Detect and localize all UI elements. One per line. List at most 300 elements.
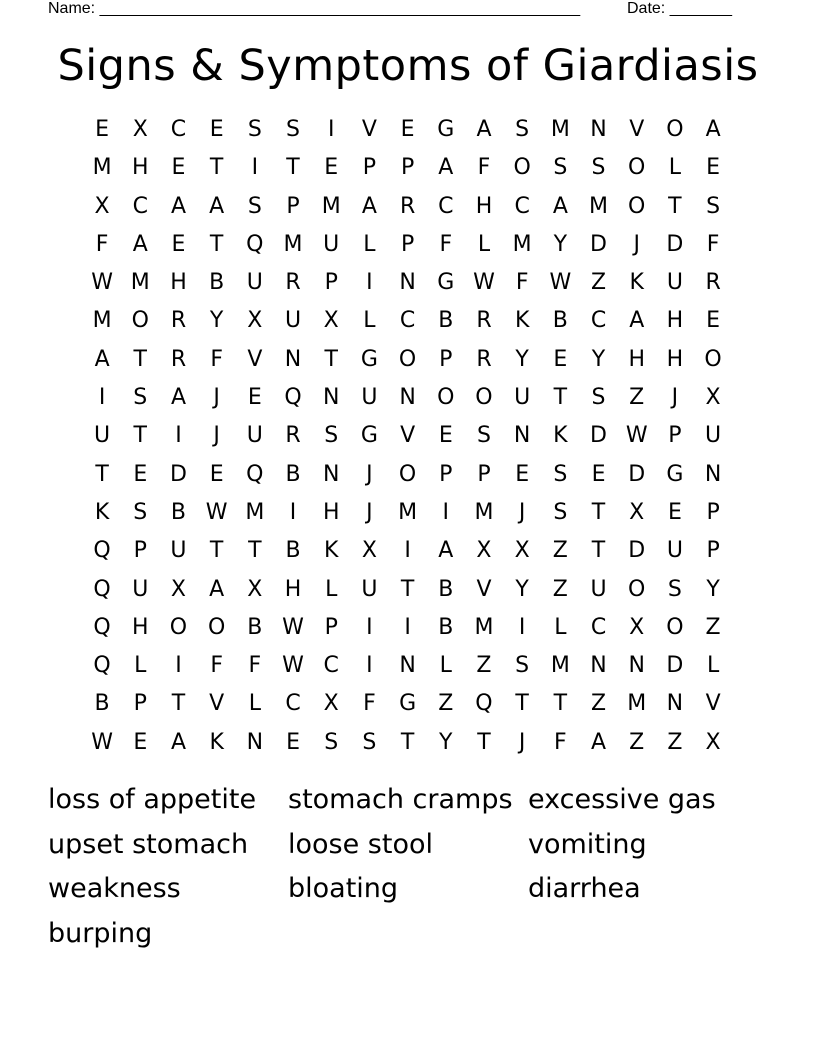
grid-letter: I: [366, 653, 373, 679]
grid-letter: F: [210, 653, 223, 679]
grid-letter: P: [477, 461, 491, 487]
grid-letter: A: [170, 729, 186, 755]
grid-letter: P: [133, 691, 147, 717]
grid-letter: N: [590, 653, 607, 679]
grid-letter: B: [209, 270, 225, 296]
grid-letter: F: [554, 729, 567, 755]
grid-letter: A: [361, 193, 377, 219]
grid-letter: I: [404, 538, 411, 564]
grid-letter: I: [251, 155, 259, 181]
grid-letter: R: [285, 423, 301, 449]
grid-letter: O: [398, 346, 417, 372]
grid-letter: E: [667, 499, 682, 525]
grid-letter: J: [213, 385, 220, 411]
grid-letter: A: [132, 231, 148, 257]
grid-letter: A: [591, 729, 607, 755]
grid-letter: J: [366, 461, 373, 487]
grid-letter: C: [590, 614, 607, 640]
grid-letter: X: [247, 308, 263, 334]
grid-letter: E: [515, 461, 530, 487]
grid-letter: D: [666, 231, 684, 257]
grid-letter: L: [668, 155, 682, 181]
grid-letter: V: [209, 691, 225, 717]
grid-letter: J: [518, 499, 526, 525]
grid-letter: Y: [439, 729, 453, 755]
grid-letter: A: [438, 155, 454, 181]
grid-letter: Q: [93, 576, 111, 602]
grid-letter: F: [363, 691, 376, 717]
grid-letter: P: [286, 193, 300, 219]
grid-letter: S: [706, 193, 721, 219]
grid-letter: U: [514, 385, 531, 411]
grid-letter: F: [210, 346, 223, 372]
grid-letter: M: [589, 193, 609, 219]
grid-letter: N: [399, 385, 416, 411]
grid-letter: L: [706, 653, 720, 679]
grid-letter: G: [360, 346, 378, 372]
grid-letter: U: [323, 231, 340, 257]
grid-letter: P: [439, 461, 453, 487]
grid-letter: T: [209, 155, 224, 181]
grid-letter: S: [324, 423, 339, 449]
grid-letter: F: [95, 231, 109, 257]
grid-letter: J: [671, 385, 679, 411]
grid-letter: B: [438, 308, 454, 334]
grid-letter: Z: [590, 270, 607, 296]
grid-letter: E: [324, 155, 339, 181]
grid-letter: E: [209, 461, 224, 487]
grid-letter: A: [438, 538, 454, 564]
grid-letter: U: [361, 385, 378, 411]
grid-letter: N: [590, 117, 607, 142]
grid-letter: O: [704, 346, 722, 372]
grid-letter: H: [132, 614, 149, 640]
grid-letter: W: [473, 270, 495, 296]
grid-letter: S: [324, 729, 339, 755]
grid-letter: J: [633, 231, 640, 257]
grid-letter: L: [439, 653, 452, 679]
grid-letter: Z: [476, 653, 492, 679]
grid-letter: M: [512, 231, 532, 257]
grid-letter: L: [363, 231, 376, 257]
grid-letter: K: [629, 270, 644, 296]
grid-letter: G: [437, 117, 455, 142]
grid-letter: K: [94, 499, 110, 525]
grid-letter: T: [553, 385, 568, 411]
grid-letter: N: [399, 653, 416, 679]
grid-letter: L: [554, 614, 567, 640]
grid-letter: I: [366, 270, 373, 296]
grid-letter: X: [94, 193, 110, 219]
grid-letter: B: [285, 461, 301, 487]
grid-letter: D: [590, 423, 607, 449]
word-bank-item: stomach cramps: [288, 784, 513, 815]
grid-letter: X: [514, 538, 530, 564]
grid-letter: D: [628, 461, 646, 487]
grid-letter: Q: [93, 614, 111, 640]
grid-letter: Z: [629, 729, 645, 755]
name-field[interactable]: Name: ______________________________________________________: [48, 0, 581, 17]
grid-letter: H: [284, 576, 302, 602]
grid-letter: O: [169, 614, 188, 640]
grid-letter: E: [247, 385, 262, 411]
date-field[interactable]: Date: _______: [627, 0, 732, 17]
grid-letter: P: [362, 155, 377, 181]
grid-letter: P: [706, 538, 720, 564]
grid-letter: S: [133, 385, 148, 411]
grid-letter: X: [247, 576, 263, 602]
grid-letter: W: [282, 614, 304, 640]
grid-letter: F: [477, 155, 491, 181]
grid-letter: E: [706, 155, 721, 181]
grid-letter: L: [134, 653, 147, 679]
grid-letter: P: [324, 614, 338, 640]
grid-letter: S: [591, 385, 606, 411]
grid-letter: A: [94, 346, 110, 372]
grid-letter: Z: [590, 691, 607, 717]
word-bank-item: loss of appetite: [48, 784, 257, 815]
grid-letter: M: [550, 117, 570, 142]
grid-letter: B: [285, 538, 301, 564]
grid-letter: I: [175, 423, 182, 449]
grid-letter: C: [323, 653, 339, 679]
grid-letter: P: [439, 346, 453, 372]
grid-letter: U: [666, 538, 683, 564]
grid-letter: C: [399, 308, 416, 334]
grid-letter: A: [629, 308, 645, 334]
grid-letter: R: [476, 308, 492, 334]
grid-letter: K: [553, 423, 568, 449]
grid-letter: U: [705, 423, 722, 449]
grid-letter: F: [515, 270, 529, 296]
grid-letter: P: [400, 155, 415, 181]
grid-letter: E: [171, 155, 186, 181]
grid-letter: S: [553, 155, 568, 181]
grid-letter: B: [438, 576, 454, 602]
grid-letter: Q: [246, 461, 264, 487]
grid-letter: N: [322, 385, 340, 411]
grid-letter: T: [400, 729, 415, 755]
word-bank: [48, 780, 768, 959]
grid-letter: S: [247, 193, 262, 219]
word-bank-item: upset stomach: [48, 828, 249, 860]
grid-letter: D: [590, 231, 607, 257]
word-bank-item: burping: [48, 918, 153, 950]
grid-letter: O: [628, 193, 646, 219]
grid-letter: E: [286, 729, 300, 755]
grid-letter: T: [591, 538, 606, 564]
grid-letter: Q: [475, 691, 493, 717]
grid-letter: X: [629, 499, 645, 525]
grid-letter: S: [362, 729, 377, 755]
grid-letter: W: [205, 499, 228, 525]
grid-letter: Y: [591, 346, 606, 372]
grid-letter: X: [361, 538, 377, 564]
grid-letter: V: [476, 576, 492, 602]
grid-letter: I: [366, 614, 373, 640]
grid-letter: A: [209, 193, 225, 219]
grid-letter: I: [175, 653, 182, 679]
grid-letter: T: [133, 423, 147, 449]
grid-letter: Z: [438, 691, 454, 717]
grid-letter: M: [627, 691, 647, 717]
grid-letter: O: [398, 461, 417, 487]
grid-letter: T: [515, 691, 529, 717]
grid-letter: O: [628, 576, 646, 602]
grid-letter: C: [438, 193, 454, 219]
grid-letter: U: [666, 270, 683, 296]
grid-letter: F: [248, 653, 262, 679]
grid-letter: A: [209, 576, 225, 602]
grid-letter: S: [133, 499, 148, 525]
grid-letter: X: [705, 385, 721, 411]
grid-letter: M: [550, 653, 570, 679]
grid-letter: R: [476, 346, 492, 372]
grid-letter: U: [246, 423, 263, 449]
grid-letter: Y: [706, 576, 720, 602]
grid-letter: P: [668, 423, 682, 449]
grid-letter: U: [590, 576, 607, 602]
grid-letter: W: [625, 423, 648, 449]
grid-letter: H: [666, 346, 684, 372]
grid-letter: T: [477, 729, 491, 755]
grid-letter: C: [590, 308, 607, 334]
grid-letter: T: [209, 538, 224, 564]
grid-letter: E: [706, 308, 721, 334]
grid-letter: P: [706, 499, 720, 525]
grid-letter: A: [476, 117, 492, 142]
grid-letter: Y: [209, 308, 224, 334]
grid-letter: X: [170, 576, 186, 602]
grid-letter: O: [131, 308, 149, 334]
grid-letter: W: [282, 653, 304, 679]
grid-letter: T: [668, 193, 682, 219]
grid-letter: I: [518, 614, 526, 640]
grid-letter: V: [705, 691, 721, 717]
grid-letter: U: [94, 423, 111, 449]
grid-letter: A: [170, 193, 186, 219]
grid-letter: M: [92, 308, 112, 334]
grid-letter: K: [324, 538, 339, 564]
grid-letter: O: [628, 155, 646, 181]
grid-letter: L: [477, 231, 491, 257]
grid-letter: T: [553, 691, 568, 717]
grid-letter: H: [475, 193, 493, 219]
grid-letter: Q: [284, 385, 302, 411]
grid-letter: Z: [629, 385, 645, 411]
word-bank-item: loose stool: [288, 828, 433, 860]
grid-letter: I: [404, 614, 411, 640]
grid-letter: X: [629, 614, 645, 640]
grid-letter: Z: [667, 729, 683, 755]
grid-letter: A: [170, 385, 186, 411]
grid-letter: U: [170, 538, 187, 564]
grid-letter: L: [248, 691, 261, 717]
grid-letter: I: [442, 499, 450, 525]
word-bank-item: vomiting: [528, 828, 647, 860]
grid-letter: X: [132, 117, 148, 142]
grid-letter: R: [399, 193, 416, 219]
grid-letter: K: [209, 729, 224, 755]
grid-letter: Z: [552, 538, 568, 564]
grid-letter: N: [513, 423, 531, 449]
grid-letter: Y: [515, 576, 529, 602]
grid-letter: V: [247, 346, 263, 372]
grid-letter: E: [438, 423, 453, 449]
grid-letter: R: [170, 346, 187, 372]
grid-letter: Q: [93, 653, 111, 679]
grid-letter: A: [705, 117, 721, 142]
grid-letter: U: [246, 270, 263, 296]
grid-letter: I: [98, 385, 106, 411]
letter-grid: [83, 111, 732, 762]
grid-letter: O: [513, 155, 531, 181]
grid-letter: M: [321, 193, 341, 219]
grid-letter: Y: [515, 346, 529, 372]
grid-letter: P: [400, 231, 415, 257]
grid-letter: E: [400, 117, 415, 142]
grid-letter: T: [591, 499, 606, 525]
grid-letter: V: [629, 117, 645, 142]
grid-letter: R: [170, 308, 187, 334]
grid-letter: S: [515, 117, 530, 142]
grid-letter: X: [323, 308, 339, 334]
grid-letter: W: [549, 270, 572, 296]
grid-letter: C: [285, 691, 301, 717]
grid-letter: T: [286, 155, 300, 181]
grid-letter: M: [283, 231, 303, 257]
grid-letter: H: [322, 499, 340, 525]
grid-letter: S: [553, 461, 568, 487]
grid-letter: W: [91, 729, 113, 755]
grid-letter: O: [666, 614, 684, 640]
grid-letter: L: [363, 308, 376, 334]
grid-letter: H: [170, 270, 187, 296]
grid-letter: P: [133, 538, 147, 564]
grid-letter: M: [398, 499, 418, 525]
grid-letter: F: [439, 231, 453, 257]
grid-letter: C: [170, 117, 187, 142]
grid-letter: I: [289, 499, 297, 525]
grid-letter: N: [628, 653, 645, 679]
grid-letter: R: [285, 270, 301, 296]
grid-letter: J: [366, 499, 373, 525]
grid-letter: T: [171, 691, 186, 717]
grid-letter: H: [666, 308, 684, 334]
grid-letter: M: [92, 155, 112, 181]
page-title: Signs & Symptoms of Giardiasis: [57, 41, 759, 91]
grid-letter: M: [245, 499, 265, 525]
grid-letter: G: [399, 691, 417, 717]
grid-letter: C: [514, 193, 530, 219]
grid-letter: G: [360, 423, 378, 449]
grid-letter: B: [170, 499, 187, 525]
grid-letter: S: [247, 117, 262, 142]
grid-letter: G: [437, 270, 455, 296]
grid-letter: B: [438, 614, 454, 640]
grid-letter: E: [171, 231, 186, 257]
grid-letter: M: [130, 270, 150, 296]
grid-letter: G: [666, 461, 684, 487]
grid-letter: N: [284, 346, 302, 372]
grid-letter: B: [552, 308, 568, 334]
grid-letter: C: [132, 193, 148, 219]
grid-letter: H: [628, 346, 645, 372]
grid-letter: L: [325, 576, 338, 602]
grid-letter: B: [247, 614, 263, 640]
grid-letter: Z: [705, 614, 721, 640]
grid-letter: S: [286, 117, 301, 142]
grid-letter: O: [666, 117, 684, 142]
grid-letter: H: [132, 155, 149, 181]
grid-letter: T: [248, 538, 262, 564]
grid-letter: Y: [553, 231, 568, 257]
grid-letter: X: [323, 691, 339, 717]
grid-letter: W: [91, 270, 113, 296]
grid-letter: R: [705, 270, 721, 296]
grid-letter: T: [95, 461, 109, 487]
grid-letter: E: [591, 461, 606, 487]
page-header: [0, 0, 816, 22]
grid-letter: J: [213, 423, 220, 449]
grid-letter: B: [94, 691, 110, 717]
grid-letter: U: [132, 576, 149, 602]
grid-letter: E: [209, 117, 224, 142]
grid-letter: D: [628, 538, 646, 564]
grid-letter: N: [322, 461, 340, 487]
grid-letter: M: [474, 499, 494, 525]
grid-letter: X: [476, 538, 492, 564]
grid-letter: U: [361, 576, 378, 602]
grid-letter: O: [475, 385, 493, 411]
grid-letter: T: [324, 346, 338, 372]
word-bank-item: weakness: [48, 873, 181, 905]
grid-letter: D: [666, 653, 684, 679]
grid-letter: V: [361, 117, 377, 142]
grid-letter: E: [133, 729, 148, 755]
grid-letter: S: [591, 155, 606, 181]
grid-letter: Z: [552, 576, 568, 602]
grid-letter: J: [518, 729, 526, 755]
grid-letter: S: [476, 423, 491, 449]
word-bank-item: excessive gas: [528, 784, 716, 815]
grid-letter: N: [704, 461, 722, 487]
word-bank-item: diarrhea: [528, 873, 641, 905]
grid-letter: S: [553, 499, 568, 525]
grid-letter: S: [515, 653, 530, 679]
grid-letter: Q: [246, 231, 264, 257]
grid-letter: I: [327, 117, 335, 142]
grid-letter: P: [324, 270, 338, 296]
grid-letter: T: [400, 576, 415, 602]
grid-letter: V: [400, 423, 416, 449]
grid-letter: U: [284, 308, 302, 334]
grid-letter: O: [437, 385, 455, 411]
grid-letter: A: [552, 193, 568, 219]
grid-letter: O: [207, 614, 226, 640]
grid-letter: K: [514, 308, 530, 334]
grid-letter: T: [133, 346, 147, 372]
grid-letter: N: [246, 729, 264, 755]
grid-letter: N: [399, 270, 416, 296]
grid-letter: E: [133, 461, 148, 487]
grid-letter: E: [553, 346, 568, 372]
grid-letter: N: [666, 691, 684, 717]
grid-letter: E: [95, 117, 110, 142]
grid-letter: X: [705, 729, 721, 755]
grid-letter: M: [474, 614, 494, 640]
grid-letter: F: [706, 231, 720, 257]
